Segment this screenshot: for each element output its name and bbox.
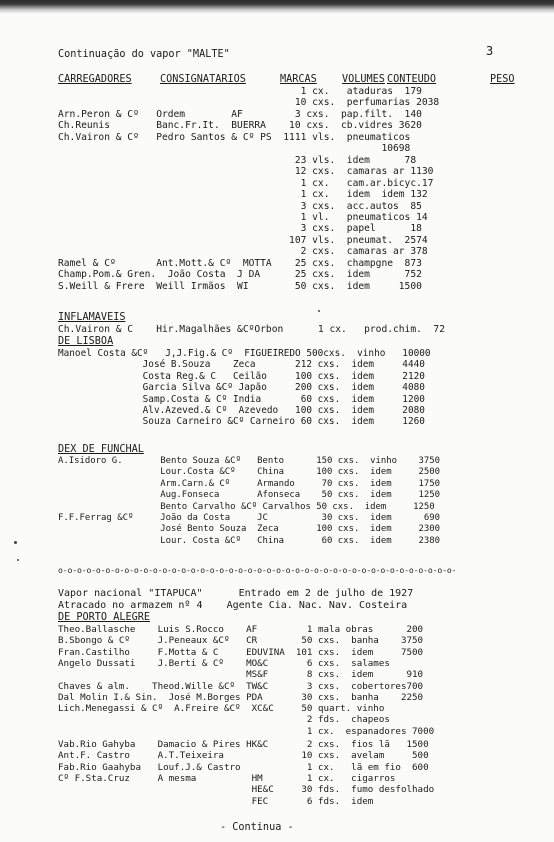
section-lisboa-title: DE LISBOA xyxy=(58,336,114,347)
cargo-row: MS&F 8 cxs. idem 910 xyxy=(58,669,424,681)
cargo-row: B.Sbongo & Cº J.Peneaux &Cº CR 50 cxs. banha 3750 xyxy=(58,635,424,647)
separator-line: o-o-o-o-o-o-o-o-o-o-o-o-o-o-o-o-o-o-o-o-o-o-o-o-o-o-o-o-o-o-o-o-o-o-o-o-o-o-o-o-o-o- xyxy=(58,565,457,575)
cargo-row: Manoel Costa &Cº J,J.Fig.& Cº FIGUEIREDO 500cxs. vinho 10000 xyxy=(58,348,431,359)
section-porto-alegre-title: DE PORTO ALEGRE xyxy=(58,612,151,623)
cargo-row: 10698 xyxy=(58,143,411,155)
cargo-row: A.Isidoro G. Bento Souza &Cº Bento 150 cxs. vinho 3750 xyxy=(58,456,441,466)
scan-speck xyxy=(17,559,19,561)
cargo-row: Dal Molin I.& Sin. José M.Borges PDA 30 cxs. banha 2250 xyxy=(58,691,424,703)
cargo-row: Angelo Dussati J.Berti & Cº MO&C 6 cxs. salames xyxy=(58,657,390,669)
cargo-row: Souza Carneiro &Cº Carneiro 60 cxs. idem 1260 xyxy=(58,416,425,428)
continuation-note: - Continua - xyxy=(220,822,294,833)
cargo-row: Arn.Peron & Cº Ordem AF 3 cxs. pap.filt. 140 xyxy=(58,108,422,120)
cargo-block-malte xyxy=(58,86,440,315)
section-inflamaveis-title: INFLAMAVEIS xyxy=(58,312,126,323)
cargo-row: Ch.Reunis Banc.Fr.It. BUERRA 10 cxs. cb.vidres 3620 xyxy=(58,120,422,132)
cargo-row: 2 fds. chapeos xyxy=(58,714,390,726)
col-volumes: VOLUMES xyxy=(342,74,385,85)
cargo-row: Vab.Rio Gahyba Damacio & Pires HK&C 2 cxs. fios lã 1500 xyxy=(58,739,429,750)
cargo-row: Cº F.Sta.Cruz A mesma HM 1 cx. cigarros xyxy=(58,772,396,784)
cargo-row: Costa Reg.& C Ceilão 100 cxs. idem 2120 xyxy=(58,370,425,382)
cargo-row: José Bento Souza Zeca 100 cxs. idem 2300 xyxy=(58,524,441,535)
cargo-row: Lour.Costa &Cº China 100 cxs. idem 2500 xyxy=(58,467,441,478)
inflamaveis-row: Ch.Vairon & C Hir.Magalhães &CºOrbon 1 cx. prod.chim. 72 xyxy=(58,324,445,335)
cargo-row: Chaves & alm. Theod.Wille &Cº TW&C 3 cxs. cobertores700 xyxy=(58,680,424,692)
cargo-row: 1 cx. cam.ar.bicyc.17 xyxy=(58,177,434,189)
section-funchal-title: DEX DE FUNCHAL xyxy=(58,444,144,455)
col-carregadores: CARREGADORES xyxy=(58,74,132,85)
cargo-row: Fab.Rio Gaahyba Louf.J.& Castro 1 cx. lã em fio 600 xyxy=(58,761,429,773)
cargo-row: F.F.Ferrag &Cº João da Costa JC 30 cxs. idem 690 xyxy=(58,513,441,523)
scan-speck xyxy=(318,310,320,312)
cargo-row: 107 vls. pneumat. 2574 xyxy=(58,234,428,246)
cargo-row: S.Weill & Frere Weill Irmãos WI 50 cxs. idem 1500 xyxy=(58,280,422,292)
page-heading: Continuação do vapor "MALTE" xyxy=(58,49,230,60)
cargo-row: 3 cxs. acc.autos 85 xyxy=(58,200,422,212)
cargo-row: Samp.Costa & Cº India 60 cxs. idem 1200 xyxy=(58,393,425,405)
cargo-row: Ant.F. Castro A.T.Teixeira 10 cxs. avelam 500 xyxy=(58,750,429,762)
cargo-row: Fran.Castilho F.Motta & C EDUVINA 101 cxs. idem 7500 xyxy=(58,646,424,658)
cargo-row: Ramel & Cº Ant.Mott.& Cº MOTTA 25 cxs. champgne 873 xyxy=(58,257,422,269)
cargo-row: Lich.Menegassi & Cº A.Freire &Cº XC&C 50 quart. vinho xyxy=(58,703,385,715)
cargo-row: 3 cxs. papel 18 xyxy=(58,223,422,235)
col-consignatarios: CONSIGNATARIOS xyxy=(160,74,246,85)
col-marcas: MARCAS xyxy=(280,74,317,85)
cargo-row: Bento Carvalho &Cº Carvalhos 50 cxs. idem 1250 xyxy=(58,501,435,512)
col-conteudo: CONTEUDO xyxy=(387,74,437,85)
cargo-row: Aug.Fonseca Afonseca 50 cxs. idem 1250 xyxy=(58,490,441,501)
page-number: 3 xyxy=(486,44,494,58)
scan-edge-shadow xyxy=(0,0,554,14)
cargo-row: HE&C 30 fds. fumo desfolhado xyxy=(58,784,435,796)
vessel-arrival-line: Vapor nacional "ITAPUCA" Entrado em 2 de julho de 1927 xyxy=(58,588,414,599)
cargo-row: Ch.Vairon & Cº Pedro Santos & Cº PS 1111 vls. pneumaticos xyxy=(58,131,411,143)
cargo-block-funchal xyxy=(58,456,441,570)
cargo-row: 1 cx. idem idem 132 xyxy=(58,189,428,201)
cargo-row: 12 cxs. camaras ar 1130 xyxy=(58,166,434,178)
cargo-row: FEC 6 fds. idem xyxy=(58,795,374,807)
cargo-row: 1 cx. espanadores 7000 xyxy=(58,725,435,737)
vessel-berth-line: Atracado no armazem nº 4 Agente Cia. Nac. Nav. Costeira xyxy=(58,600,408,611)
cargo-row: Alv.Azeved.& Cº Azevedo 100 cxs. idem 2080 xyxy=(58,405,425,416)
cargo-row: Lour. Costa &Cº China 60 cxs. idem 2380 xyxy=(58,535,441,546)
cargo-row: Theo.Ballasche Luis S.Rocco AF 1 mala obras 200 xyxy=(58,624,424,635)
col-peso: PESO xyxy=(490,74,515,85)
cargo-row: Arm.Carn.& Cº Armando 70 cxs. idem 1750 xyxy=(58,478,441,489)
cargo-row: 2 cxs. camaras ar 378 xyxy=(58,246,428,258)
cargo-row: 10 cxs. perfumarias 2038 xyxy=(58,97,440,109)
cargo-row: 23 vls. idem 78 xyxy=(58,154,417,166)
cargo-row: 1 cx. ataduras 179 xyxy=(58,86,422,97)
cargo-row: José B.Souza Zeca 212 cxs. idem 4440 xyxy=(58,359,425,371)
cargo-row: 1 vl. pneumaticos 14 xyxy=(58,211,428,223)
cargo-row: Garcia Silva &Cº Japão 200 cxs. idem 4080 xyxy=(58,382,425,394)
cargo-block-porto-alegre xyxy=(58,624,435,827)
scan-speck xyxy=(14,541,17,544)
cargo-row: Champ.Pom.& Gren. João Costa J DA 25 cxs. idem 752 xyxy=(58,269,422,281)
